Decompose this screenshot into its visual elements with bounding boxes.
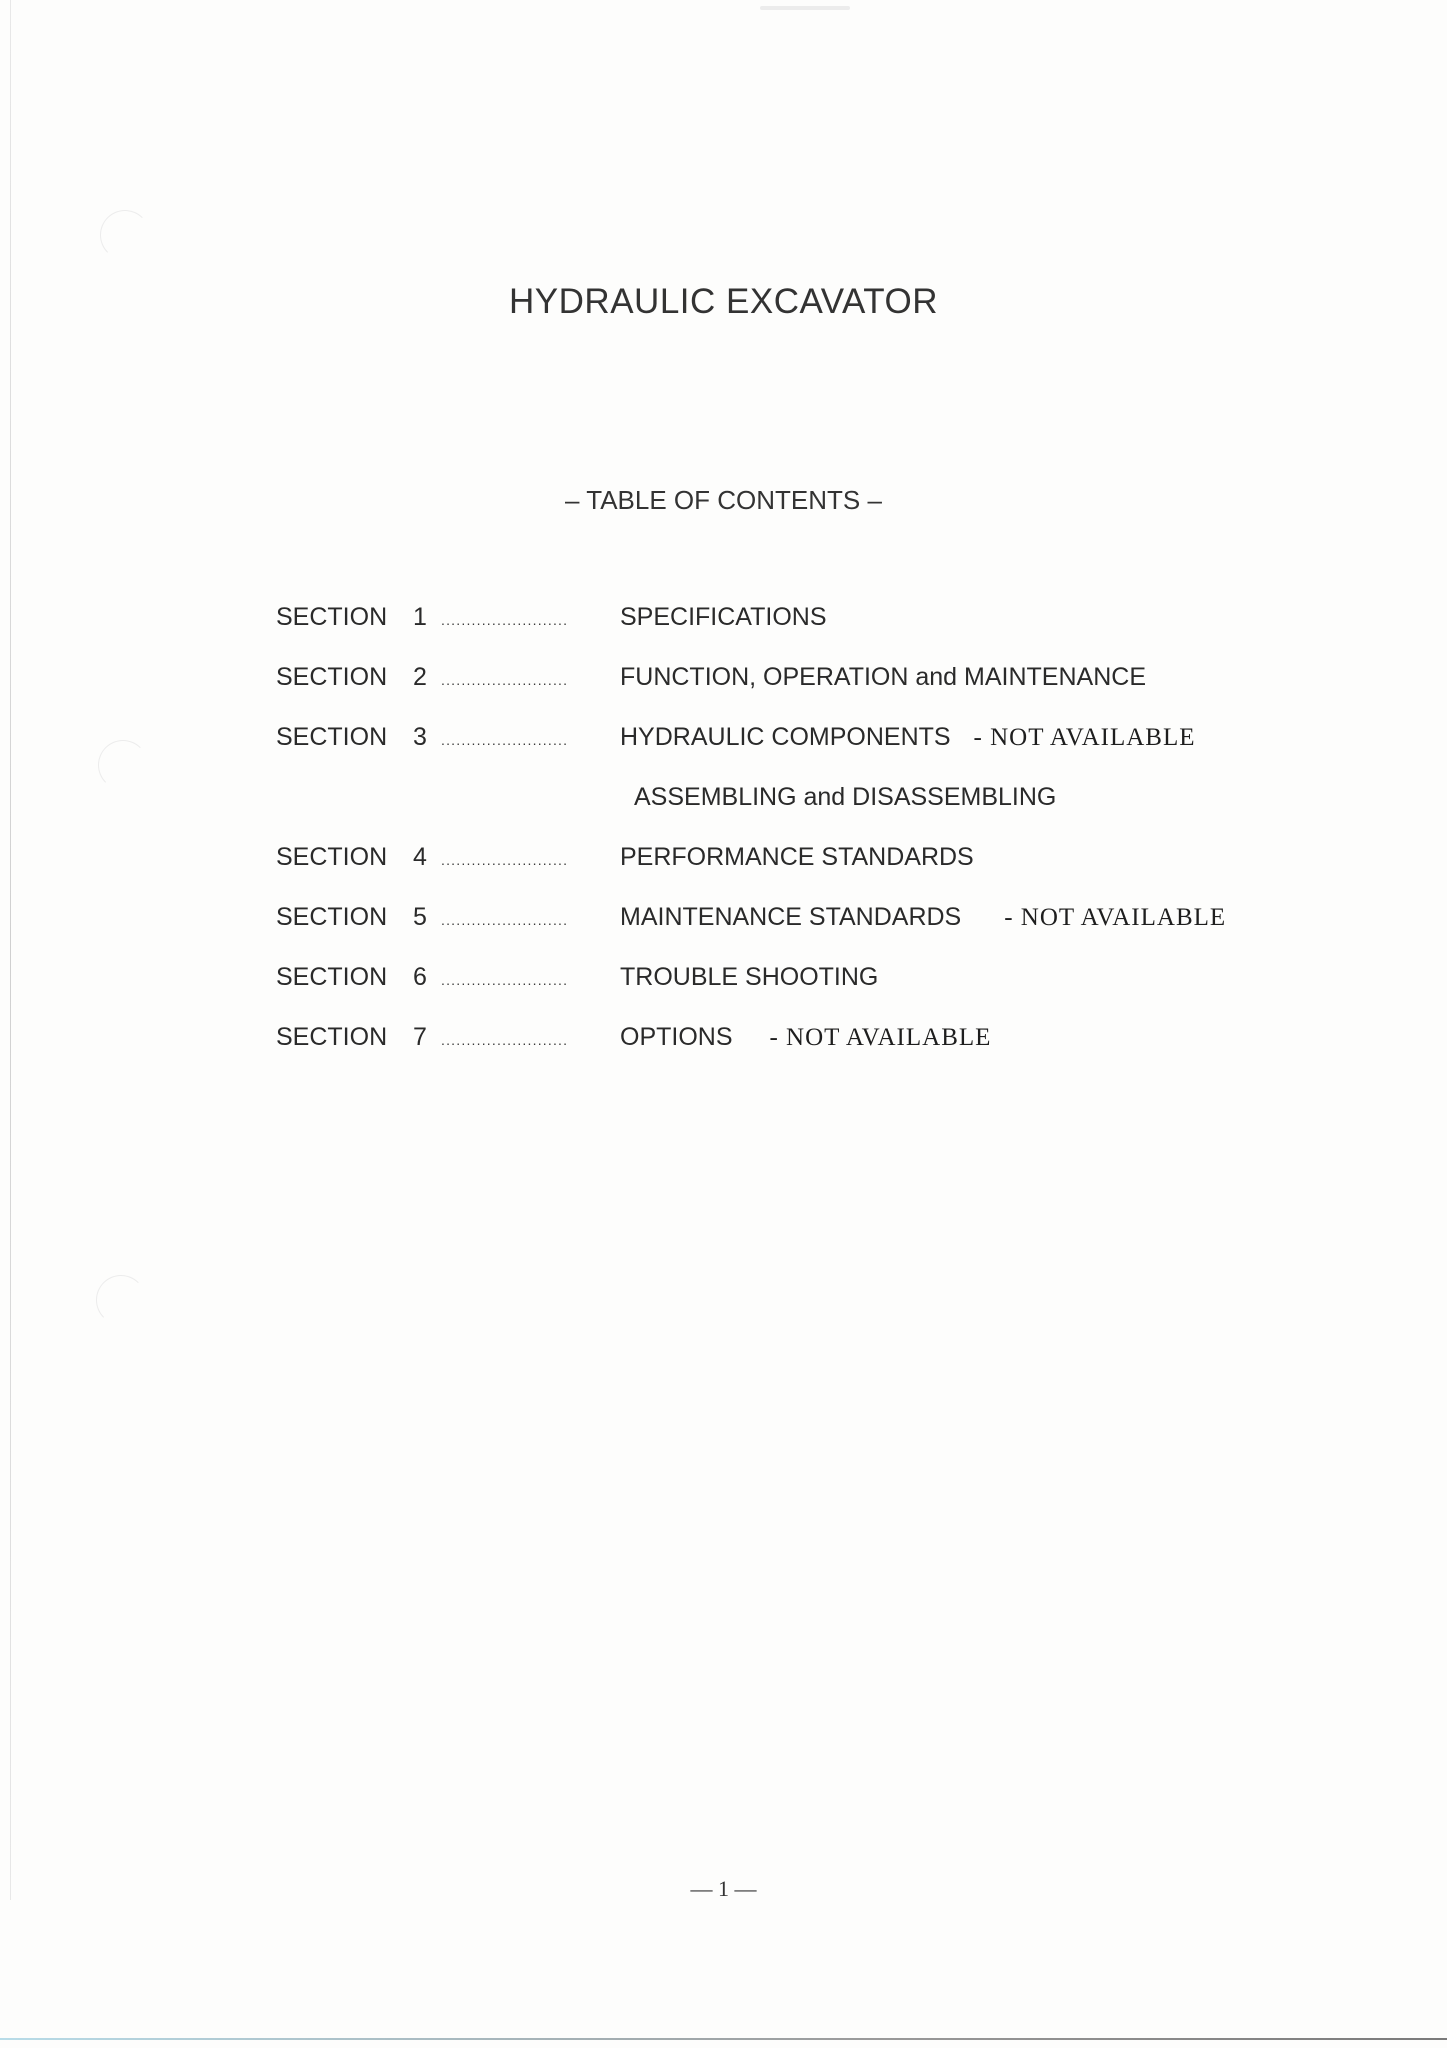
section-number: 6 [413, 963, 427, 991]
dot-leader: ......................... [441, 852, 569, 868]
dot-leader: ......................... [441, 612, 569, 628]
section-number: 2 [413, 663, 427, 691]
section-title [620, 1023, 991, 1052]
toc-entry-section-7 [276, 1023, 992, 1059]
toc-entry-section-6 [276, 963, 879, 999]
section-title-text: TROUBLE SHOOTING [620, 963, 879, 991]
section-label: SECTION [276, 843, 388, 871]
section-label: SECTION [276, 603, 388, 631]
not-available-note: - NOT AVAILABLE [769, 1024, 992, 1051]
section-label: SECTION [276, 663, 388, 691]
section-title-text: MAINTENANCE STANDARDS [620, 903, 962, 931]
section-title-text: PERFORMANCE STANDARDS [620, 843, 974, 871]
section-number: 7 [413, 1023, 427, 1051]
toc-entry-section-4 [276, 843, 974, 879]
toc-entry-section-5 [276, 903, 1227, 939]
punch-hole-mark [100, 210, 150, 260]
page-number: — 1 — [690, 1876, 757, 1901]
section-title-text: OPTIONS [620, 1023, 733, 1051]
section-title [620, 903, 1226, 932]
section-title-text: HYDRAULIC COMPONENTS [620, 723, 951, 751]
section-3-subtitle: ASSEMBLING and DISASSEMBLING [634, 783, 1057, 811]
bottom-rule [0, 2038, 1447, 2040]
section-label: SECTION [276, 963, 388, 991]
section-label: SECTION [276, 903, 388, 931]
toc-entry-section-1 [276, 603, 827, 639]
section-title [620, 963, 878, 992]
dot-leader: ......................... [441, 732, 569, 748]
section-label: SECTION [276, 723, 388, 751]
section-number: 4 [413, 843, 427, 871]
section-title [620, 603, 827, 632]
toc-entry-section-2 [276, 663, 1146, 699]
section-number: 3 [413, 723, 427, 751]
section-title-text: FUNCTION, OPERATION and MAINTENANCE [620, 663, 1146, 691]
section-number: 5 [413, 903, 427, 931]
not-available-note: - NOT AVAILABLE [973, 724, 1196, 751]
document-title: HYDRAULIC EXCAVATOR [509, 282, 938, 321]
punch-hole-mark [96, 1275, 146, 1325]
section-title [620, 663, 1146, 692]
toc-entry-section-3 [276, 723, 1196, 759]
section-title [620, 723, 1196, 752]
scan-smudge [760, 6, 850, 10]
not-available-note: - NOT AVAILABLE [1004, 904, 1227, 931]
dot-leader: ......................... [441, 1032, 569, 1048]
section-number: 1 [413, 603, 427, 631]
punch-hole-mark [98, 740, 148, 790]
section-label: SECTION [276, 1023, 388, 1051]
section-title-text: SPECIFICATIONS [620, 603, 827, 631]
dot-leader: ......................... [441, 912, 569, 928]
section-title [620, 843, 974, 872]
toc-heading: – TABLE OF CONTENTS – [565, 485, 882, 515]
dot-leader: ......................... [441, 672, 569, 688]
dot-leader: ......................... [441, 972, 569, 988]
